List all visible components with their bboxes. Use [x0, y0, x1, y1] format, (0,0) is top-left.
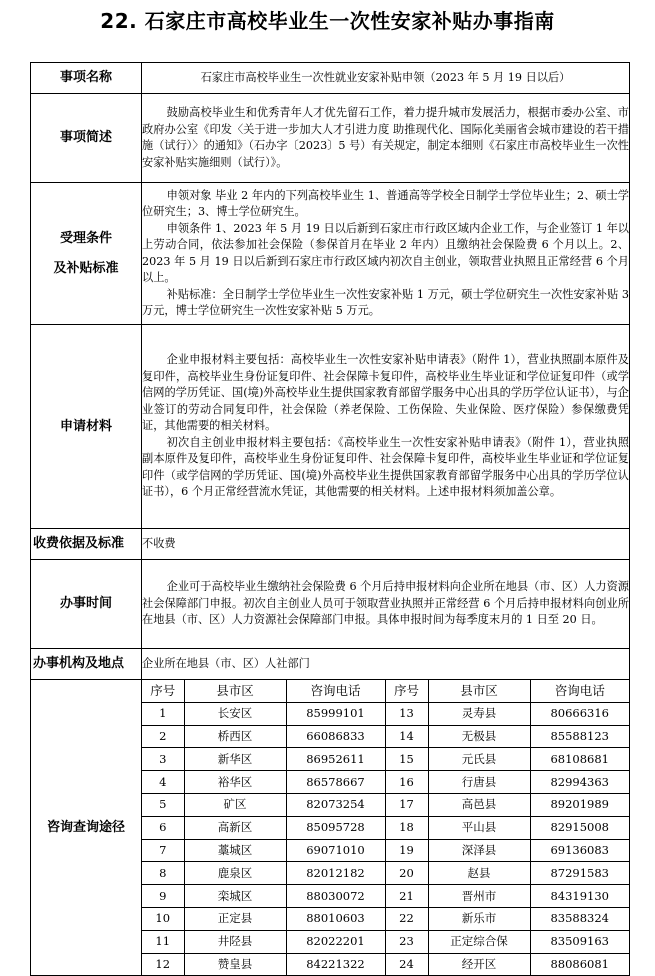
phone-cell-phone: 82994363 — [530, 771, 629, 794]
office-hours-label: 办事时间 — [31, 560, 142, 649]
office-hours-text: 企业可于高校毕业生缴纳社会保险费 6 个月后持申报材料向企业所在地县（市、区）人力资源社会保障部门申报。初次自主创业人员可于领取营业执照并正常经营 6 个月后持申报材料向创业所在地县（市、区）人力资源社会保障部门申报。具体申报时间为每季度末月的 1 日至 20 日。 — [142, 580, 629, 627]
phone-cell-district: 新乐市 — [428, 907, 530, 930]
phone-cell-phone: 69136083 — [530, 839, 629, 862]
table-row — [142, 839, 629, 862]
phone-cell-phone: 88086081 — [530, 953, 629, 975]
phone-cell-district: 长安区 — [184, 702, 286, 725]
phone-cell-district: 桥西区 — [184, 725, 286, 748]
phone-cell-phone: 66086833 — [286, 725, 385, 748]
phone-cell-phone: 69071010 — [286, 839, 385, 862]
phone-cell-seq: 18 — [385, 816, 428, 839]
conditions-label-line1: 受理条件 — [59, 230, 112, 246]
table-row — [142, 907, 629, 930]
phone-cell-district: 深泽县 — [428, 839, 530, 862]
phone-cell-phone: 85999101 — [286, 702, 385, 725]
phone-cell-phone: 82022201 — [286, 930, 385, 953]
conditions-applicants: 申领对象 毕业 2 年内的下列高校毕业生 1、普通高等学校全日制学士学位毕业生；2、硕士学位研究生；3、博士学位研究生。 — [142, 188, 629, 218]
table-row — [142, 885, 629, 908]
phone-cell-seq: 8 — [142, 862, 184, 885]
phone-cell-phone: 88010603 — [286, 907, 385, 930]
materials-enterprise: 企业申报材料主要包括：高校毕业生一次性安家补贴申请表》（附件 1），营业执照副本原件及复印件，高校毕业生身份证复印件、社会保障卡复印件，高校毕业生毕业证和学位证复印件（或学信网的学历凭证、国(境)外高校毕业生提供国家教育部留学服务中心出具的学历学位认证书），与企业签订的劳动合同复印件，社会保险（养老保险、工伤保险、失业保险、医疗保险）参保缴费凭证，其他需要的相关材料。 — [142, 353, 629, 433]
phone-cell-phone: 86952611 — [286, 748, 385, 771]
materials-label: 申请材料 — [31, 325, 142, 529]
phone-cell-seq: 13 — [385, 702, 428, 725]
agency-label: 办事机构及地点 — [31, 649, 142, 680]
row-item-name — [31, 63, 630, 94]
phone-cell-phone: 86578667 — [286, 771, 385, 794]
row-materials — [31, 325, 630, 529]
phone-cell-seq: 7 — [142, 839, 184, 862]
page-title: 22. 石家庄市高校毕业生一次性安家补贴办事指南 — [100, 9, 555, 33]
phone-cell-phone: 83509163 — [530, 930, 629, 953]
phone-cell-seq: 12 — [142, 953, 184, 975]
conditions-requirements: 申领条件 1、2023 年 5 月 19 日以后新到石家庄市行政区域内企业工作，与企业签订 1 年以上劳动合同，依法参加社会保险（参保首月在毕业 2 年内）且缴纳社会保险费 6 个月以上。2、2023 年 5 月 19 日以后新到石家庄市行政区域内初次自主创业，领取营业执照且正常经营 6 个月以上。 — [142, 221, 629, 284]
materials-startup: 初次自主创业申报材料主要包括：《高校毕业生一次性安家补贴申请表》（附件 1），营业执照副本原件及复印件，高校毕业生身份证复印件、社会保障卡复印件，高校毕业生毕业证和学位证复印件（或学信网的学历凭证、国(境)外高校毕业生提供国家教育部留学服务中心出具的学历学位认证书），6 个月正常经营流水凭证，其他需要的相关材料。上述申报材料须加盖公章。 — [142, 435, 629, 499]
conditions-cell — [142, 183, 630, 325]
summary-cell — [142, 94, 630, 183]
phone-cell-district: 晋州市 — [428, 885, 530, 908]
phone-cell-phone: 84221322 — [286, 953, 385, 975]
table-row — [142, 771, 629, 794]
phone-header-phone: 咨询电话 — [286, 680, 385, 702]
phone-cell-seq: 22 — [385, 907, 428, 930]
phone-cell-seq: 14 — [385, 725, 428, 748]
phone-cell-district: 矿区 — [184, 793, 286, 816]
phone-cell-district: 正定县 — [184, 907, 286, 930]
phone-cell-phone: 87291583 — [530, 862, 629, 885]
table-row — [142, 930, 629, 953]
phone-header-phone: 咨询电话 — [530, 680, 629, 702]
phone-cell-seq: 11 — [142, 930, 184, 953]
phone-cell-seq: 19 — [385, 839, 428, 862]
phone-cell-district: 藁城区 — [184, 839, 286, 862]
table-row — [142, 793, 629, 816]
phone-cell-phone: 68108681 — [530, 748, 629, 771]
phone-cell-district: 赞皇县 — [184, 953, 286, 975]
table-row — [142, 725, 629, 748]
agency-cell — [142, 649, 630, 680]
materials-cell — [142, 325, 630, 529]
phone-cell-seq: 4 — [142, 771, 184, 794]
phone-cell-phone: 85588123 — [530, 725, 629, 748]
phone-cell-district: 平山县 — [428, 816, 530, 839]
phone-cell-seq: 10 — [142, 907, 184, 930]
table-row — [142, 862, 629, 885]
phone-cell-phone: 83588324 — [530, 907, 629, 930]
conditions-standards: 补贴标准：全日制学士学位毕业生一次性安家补贴 1 万元，硕士学位研究生一次性安家补贴 3 万元，博士学位研究生一次性安家补贴 5 万元。 — [142, 287, 629, 317]
fees-cell — [142, 529, 630, 560]
phone-table-header — [142, 680, 629, 702]
phone-table — [142, 680, 629, 975]
phone-cell-seq: 5 — [142, 793, 184, 816]
phone-header-district: 县市区 — [184, 680, 286, 702]
row-conditions — [31, 183, 630, 325]
phone-cell-phone: 88030072 — [286, 885, 385, 908]
phone-cell-phone: 80666316 — [530, 702, 629, 725]
conditions-label-line2: 及补贴标准 — [53, 260, 119, 276]
table-row — [142, 702, 629, 725]
phone-cell-seq: 17 — [385, 793, 428, 816]
item-name-value: 石家庄市高校毕业生一次性就业安家补贴申领（2023 年 5 月 19 日以后） — [142, 63, 630, 94]
conditions-label — [31, 183, 142, 325]
phone-cell-seq: 1 — [142, 702, 184, 725]
row-office-hours — [31, 560, 630, 649]
phone-cell-phone: 89201989 — [530, 793, 629, 816]
row-summary — [31, 94, 630, 183]
phone-cell-district: 赵县 — [428, 862, 530, 885]
phone-cell-district: 新华区 — [184, 748, 286, 771]
phone-cell-phone: 85095728 — [286, 816, 385, 839]
phone-cell-phone: 82073254 — [286, 793, 385, 816]
fees-label: 收费依据及标准 — [31, 529, 142, 560]
table-row — [142, 748, 629, 771]
phone-cell-seq: 20 — [385, 862, 428, 885]
phone-cell-seq: 6 — [142, 816, 184, 839]
phone-header-seq: 序号 — [142, 680, 184, 702]
phone-cell-seq: 21 — [385, 885, 428, 908]
summary-label: 事项简述 — [31, 94, 142, 183]
phone-cell-district: 栾城区 — [184, 885, 286, 908]
office-hours-cell — [142, 560, 630, 649]
phone-cell-district: 正定综合保 — [428, 930, 530, 953]
phone-cell-district: 井陉县 — [184, 930, 286, 953]
fees-value: 不收费 — [142, 536, 176, 550]
phone-cell-seq: 9 — [142, 885, 184, 908]
row-consult — [31, 680, 630, 976]
phone-cell-seq: 15 — [385, 748, 428, 771]
phone-cell-district: 行唐县 — [428, 771, 530, 794]
consult-label: 咨询查询途径 — [31, 680, 142, 976]
table-row — [142, 816, 629, 839]
phone-cell-district: 元氏县 — [428, 748, 530, 771]
phone-cell-district: 裕华区 — [184, 771, 286, 794]
table-row — [142, 953, 629, 975]
phone-cell-phone: 84319130 — [530, 885, 629, 908]
row-agency — [31, 649, 630, 680]
agency-value: 企业所在地县（市、区）人社部门 — [142, 656, 310, 670]
phone-cell-seq: 24 — [385, 953, 428, 975]
phone-cell-seq: 16 — [385, 771, 428, 794]
guide-table — [30, 62, 630, 976]
phone-cell-district: 无极县 — [428, 725, 530, 748]
phone-cell-district: 灵寿县 — [428, 702, 530, 725]
item-name-label: 事项名称 — [31, 63, 142, 94]
phone-cell-seq: 3 — [142, 748, 184, 771]
phone-cell-district: 鹿泉区 — [184, 862, 286, 885]
phone-header-district: 县市区 — [428, 680, 530, 702]
consult-cell — [142, 680, 630, 976]
phone-cell-phone: 82915008 — [530, 816, 629, 839]
phone-cell-district: 高新区 — [184, 816, 286, 839]
phone-header-seq: 序号 — [385, 680, 428, 702]
phone-cell-district: 高邑县 — [428, 793, 530, 816]
row-fees — [31, 529, 630, 560]
phone-cell-district: 经开区 — [428, 953, 530, 975]
phone-cell-seq: 2 — [142, 725, 184, 748]
summary-text: 鼓励高校毕业生和优秀青年人才优先留石工作，着力提升城市发展活力，根据市委办公室、市政府办公室《印发〈关于进一步加大人才引进力度 助推现代化、国际化美丽省会城市建设的若干措施（试行）〉的通知》（石办字〔2023〕5 号）有关规定，制定本细则《石家庄市高校毕业生一次性安家补贴实施细则（试行）》。 — [142, 106, 629, 169]
phone-cell-phone: 82012182 — [286, 862, 385, 885]
phone-cell-seq: 23 — [385, 930, 428, 953]
